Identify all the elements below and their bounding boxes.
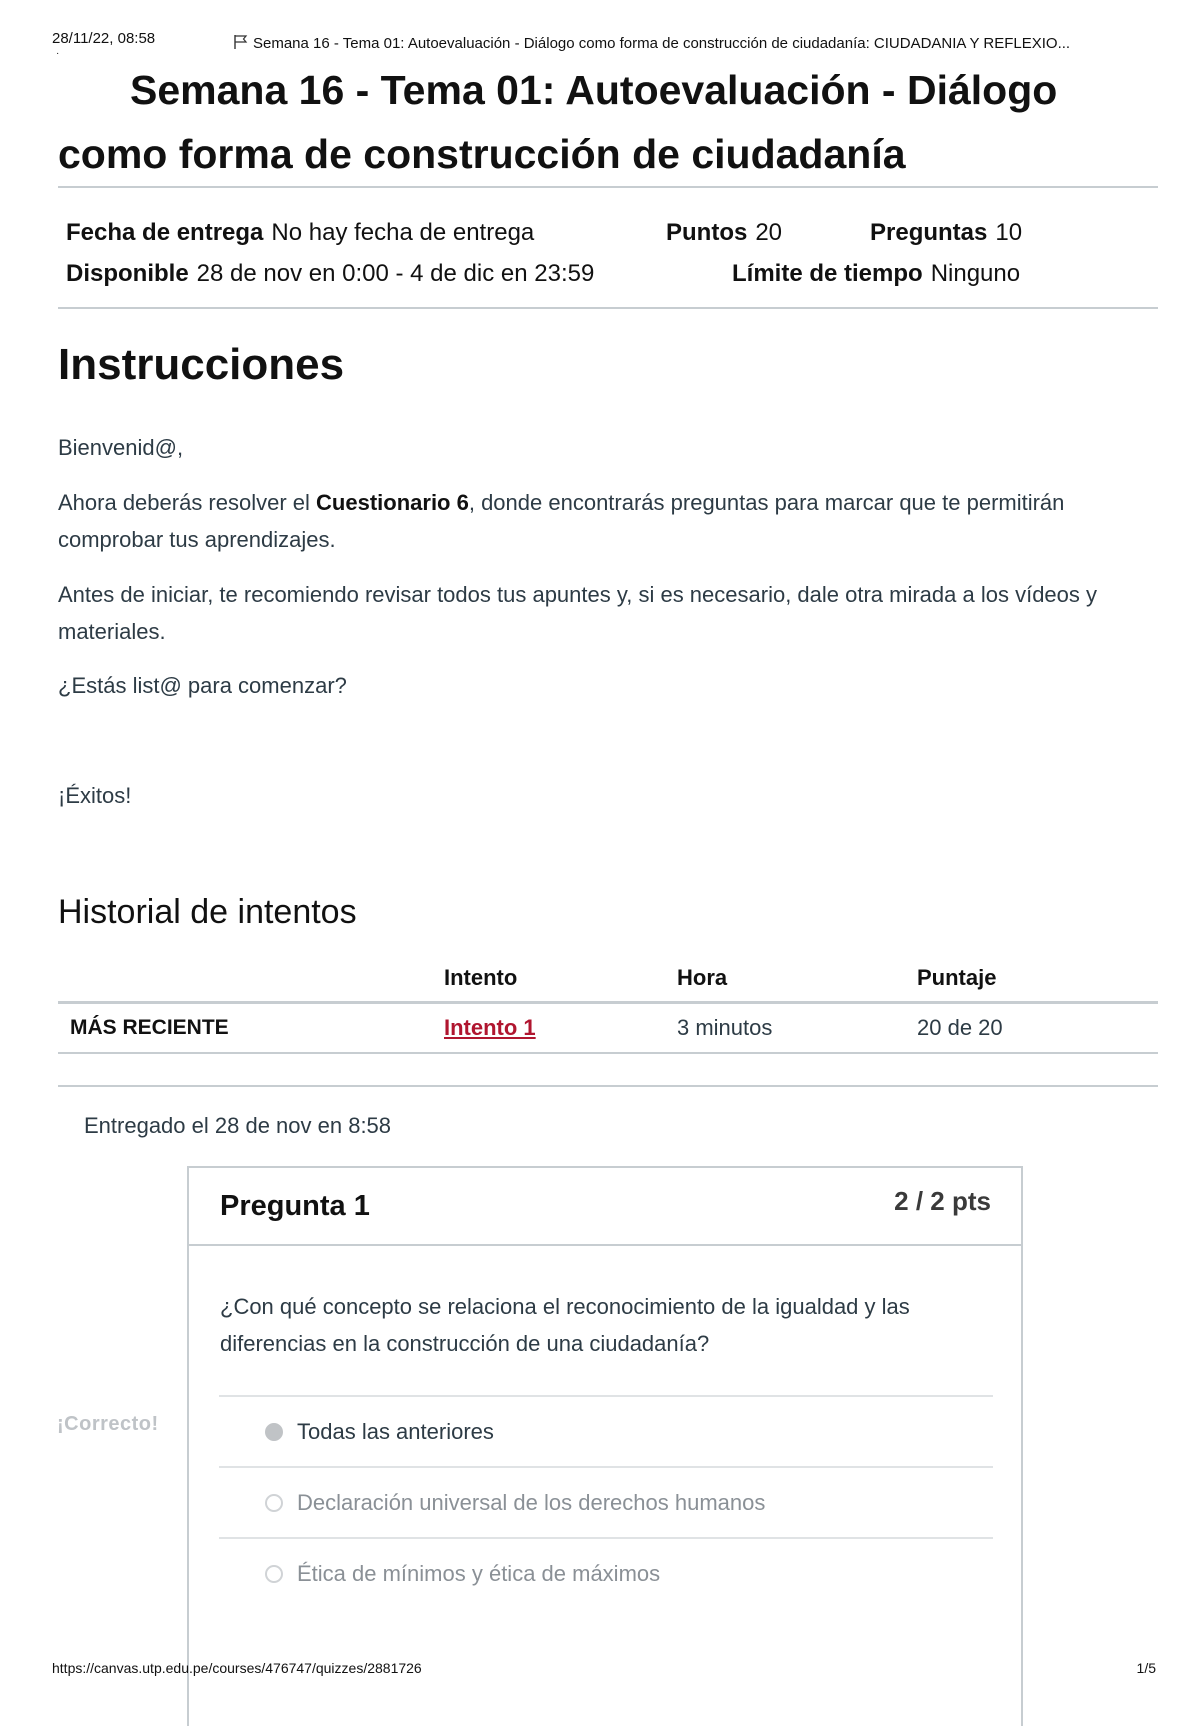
points-value: 20	[755, 219, 783, 246]
history-heading: Historial de intentos	[58, 893, 357, 931]
question-header	[189, 1168, 1021, 1246]
instructions-p1-text: Ahora deberás resolver el	[58, 490, 317, 515]
details-top-divider	[58, 186, 1158, 188]
quiz-name: Cuestionario 6	[316, 490, 469, 515]
attempt-history-table	[58, 955, 1158, 1054]
column-header-empty	[58, 955, 444, 1003]
answer-option-1[interactable]	[219, 1395, 993, 1466]
page-title: Semana 16 - Tema 01: Autoevaluación - Diálogo como forma de construcción de ciudadanía	[58, 67, 1058, 177]
question-1-card	[187, 1166, 1023, 1726]
due-date-label: Fecha de entrega	[66, 219, 264, 246]
questions-detail	[870, 219, 1022, 247]
answer-label: Ética de mínimos y ética de máximos	[297, 1560, 661, 1586]
time-limit-label: Límite de tiempo	[732, 260, 923, 287]
answer-label: Todas las anteriores	[297, 1418, 494, 1444]
print-page-title	[233, 34, 1163, 52]
radio-selected-icon[interactable]	[265, 1423, 283, 1441]
available-detail	[66, 260, 594, 288]
instructions-greeting: Bienvenid@,	[58, 435, 184, 460]
column-header-time: Hora	[677, 955, 917, 1003]
available-label: Disponible	[66, 260, 189, 287]
instructions-paragraph-3: ¿Estás list@ para comenzar?	[58, 673, 347, 698]
answer-label: Declaración universal de los derechos humanos	[297, 1489, 766, 1515]
due-date-value: No hay fecha de entrega	[271, 219, 535, 246]
print-date: 28/11/22, 08:58	[52, 30, 156, 47]
print-footer-url: https://canvas.utp.edu.pe/courses/476747/quizzes/2881726	[52, 1660, 422, 1676]
available-value: 28 de nov en 0:00 - 4 de dic en 23:59	[196, 260, 595, 287]
question-points: 2 / 2 pts	[894, 1186, 991, 1216]
due-date-detail	[66, 219, 534, 247]
details-bottom-divider	[58, 307, 1158, 309]
quiz-flag-icon	[233, 34, 249, 50]
attempt-score: 20 de 20	[917, 1003, 1158, 1054]
correct-answer-label: ¡Correcto!	[57, 1413, 159, 1435]
most-recent-tag: MÁS RECIENTE	[58, 1003, 444, 1054]
points-detail	[666, 219, 782, 247]
submission-date: Entregado el 28 de nov en 8:58	[84, 1113, 392, 1138]
column-header-attempt: Intento	[444, 955, 677, 1003]
instructions-paragraph-1	[58, 484, 1138, 558]
radio-unselected-icon[interactable]	[265, 1494, 283, 1512]
answer-option-2[interactable]	[219, 1466, 993, 1537]
instructions-paragraph-4: ¡Éxitos!	[58, 783, 132, 808]
question-text: ¿Con qué concepto se relaciona el reconocimiento de la igualdad y las diferencias en la construcción de una ciudadanía?	[220, 1294, 910, 1356]
points-label: Puntos	[666, 219, 748, 246]
print-header-dot: ·	[56, 48, 60, 59]
print-title-text: Semana 16 - Tema 01: Autoevaluación - Diálogo como forma de construcción de ciudadanía: CIUDADANIA Y REFLEXIO...	[253, 35, 1071, 52]
table-header-row	[58, 955, 1158, 1003]
time-limit-value: Ninguno	[930, 260, 1021, 287]
answer-option-3[interactable]	[219, 1537, 993, 1608]
questions-value: 10	[995, 219, 1023, 246]
answer-list	[219, 1395, 993, 1608]
radio-unselected-icon[interactable]	[265, 1565, 283, 1583]
attempt-1-link[interactable]: Intento 1	[444, 1015, 536, 1040]
column-header-score: Puntaje	[917, 955, 1158, 1003]
question-title: Pregunta 1	[220, 1190, 370, 1222]
table-row	[58, 1003, 1158, 1054]
instructions-heading: Instrucciones	[58, 340, 345, 389]
questions-label: Preguntas	[870, 219, 988, 246]
print-page-number: 1/5	[1136, 1660, 1156, 1676]
time-limit-detail	[732, 260, 1020, 288]
instructions-p1-rest: , donde encontrarás preguntas para marcar que te permitirán comprobar tus aprendizajes.	[58, 490, 1065, 552]
attempt-time: 3 minutos	[677, 1003, 917, 1054]
submission-divider	[58, 1085, 1158, 1087]
instructions-paragraph-2: Antes de iniciar, te recomiendo revisar todos tus apuntes y, si es necesario, dale otra mirada a los vídeos y materiales.	[58, 582, 1098, 644]
